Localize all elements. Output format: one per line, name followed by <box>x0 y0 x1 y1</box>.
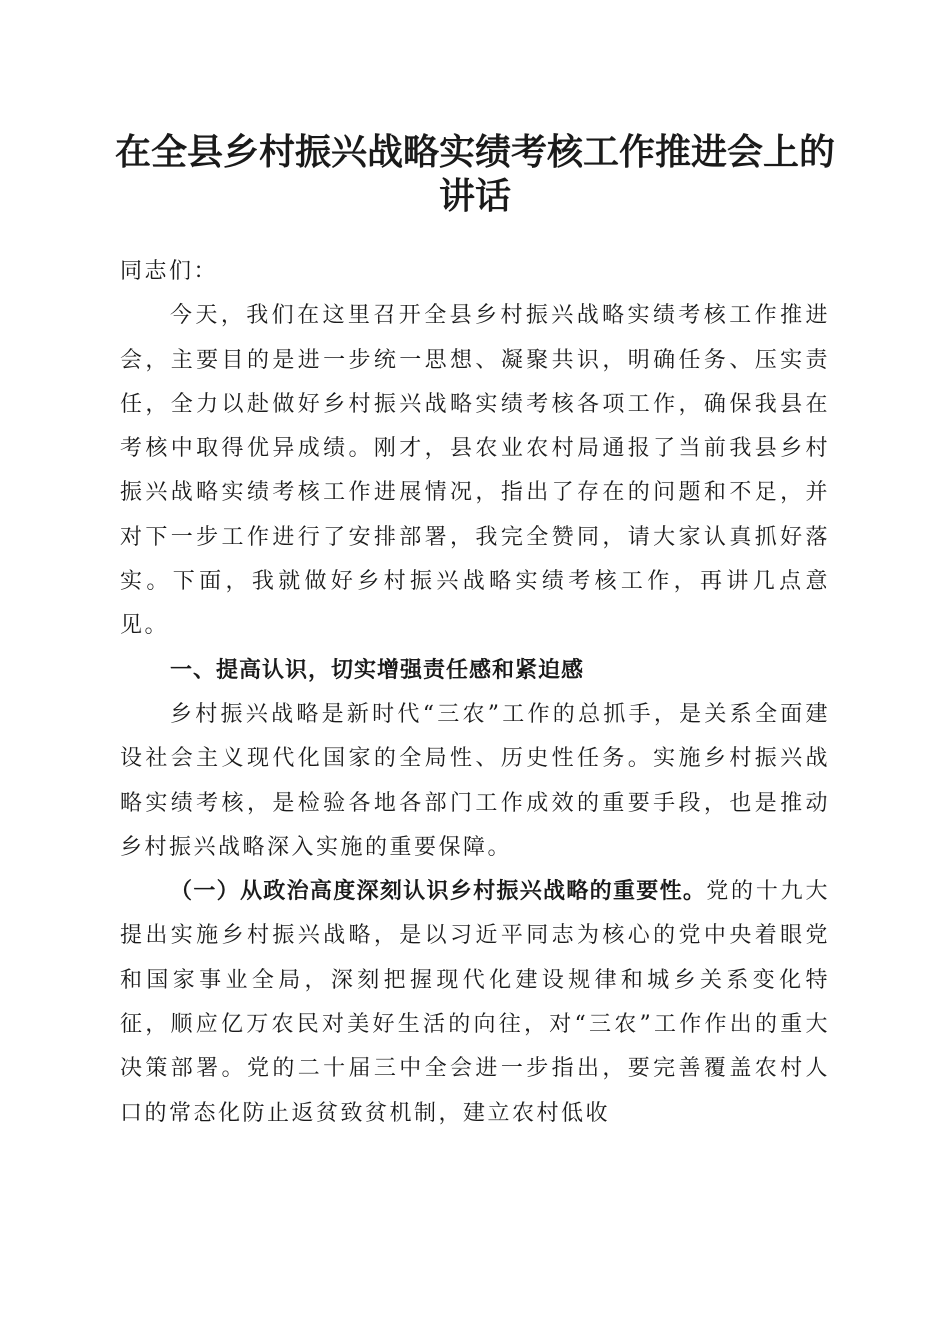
title-line-1: 在全县乡村振兴战略实绩考核工作推进会上的 <box>114 131 835 173</box>
subsection-1-body: 党的十九大提出实施乡村振兴战略，是以习近平同志为核心的党中央着眼党和国家事业全局，深刻把握现代化建设规律和城乡关系变化特征，顺应亿万农民对美好生活的向往，对“三农”工作作出的重大决策部署。党的二十届三中全会进一步指出，要完善覆盖农村人口的常态化防止返贫致贫机制，建立农村低收 <box>120 879 830 1126</box>
paragraph-subsection-1 <box>120 870 830 1136</box>
document-title <box>110 130 840 218</box>
paragraph-opening: 今天，我们在这里召开全县乡村振兴战略实绩考核工作推进会，主要目的是进一步统一思想、凝聚共识，明确任务、压实责任，全力以赴做好乡村振兴战略实绩考核各项工作，确保我县在考核中取得优异成绩。刚才，县农业农村局通报了当前我县乡村振兴战略实绩考核工作进展情况，指出了存在的问题和不足，并对下一步工作进行了安排部署，我完全赞同，请大家认真抓好落实。下面，我就做好乡村振兴战略实绩考核工作，再讲几点意见。 <box>120 303 830 639</box>
subsection-1-lead: （一）从政治高度深刻认识乡村振兴战略的重要性。 <box>170 879 707 905</box>
document-body <box>120 250 830 1136</box>
section-heading-1: 一、提高认识，切实增强责任感和紧迫感 <box>170 657 585 683</box>
title-line-2: 讲话 <box>438 175 511 217</box>
document-page <box>114 130 835 218</box>
salutation: 同志们： <box>120 259 219 284</box>
paragraph-section-1-intro: 乡村振兴战略是新时代“三农”工作的总抓手，是关系全面建设社会主义现代化国家的全局性、历史性任务。实施乡村振兴战略实绩考核，是检验各地各部门工作成效的重要手段，也是推动乡村振兴战略深入实施的重要保障。 <box>120 701 830 860</box>
